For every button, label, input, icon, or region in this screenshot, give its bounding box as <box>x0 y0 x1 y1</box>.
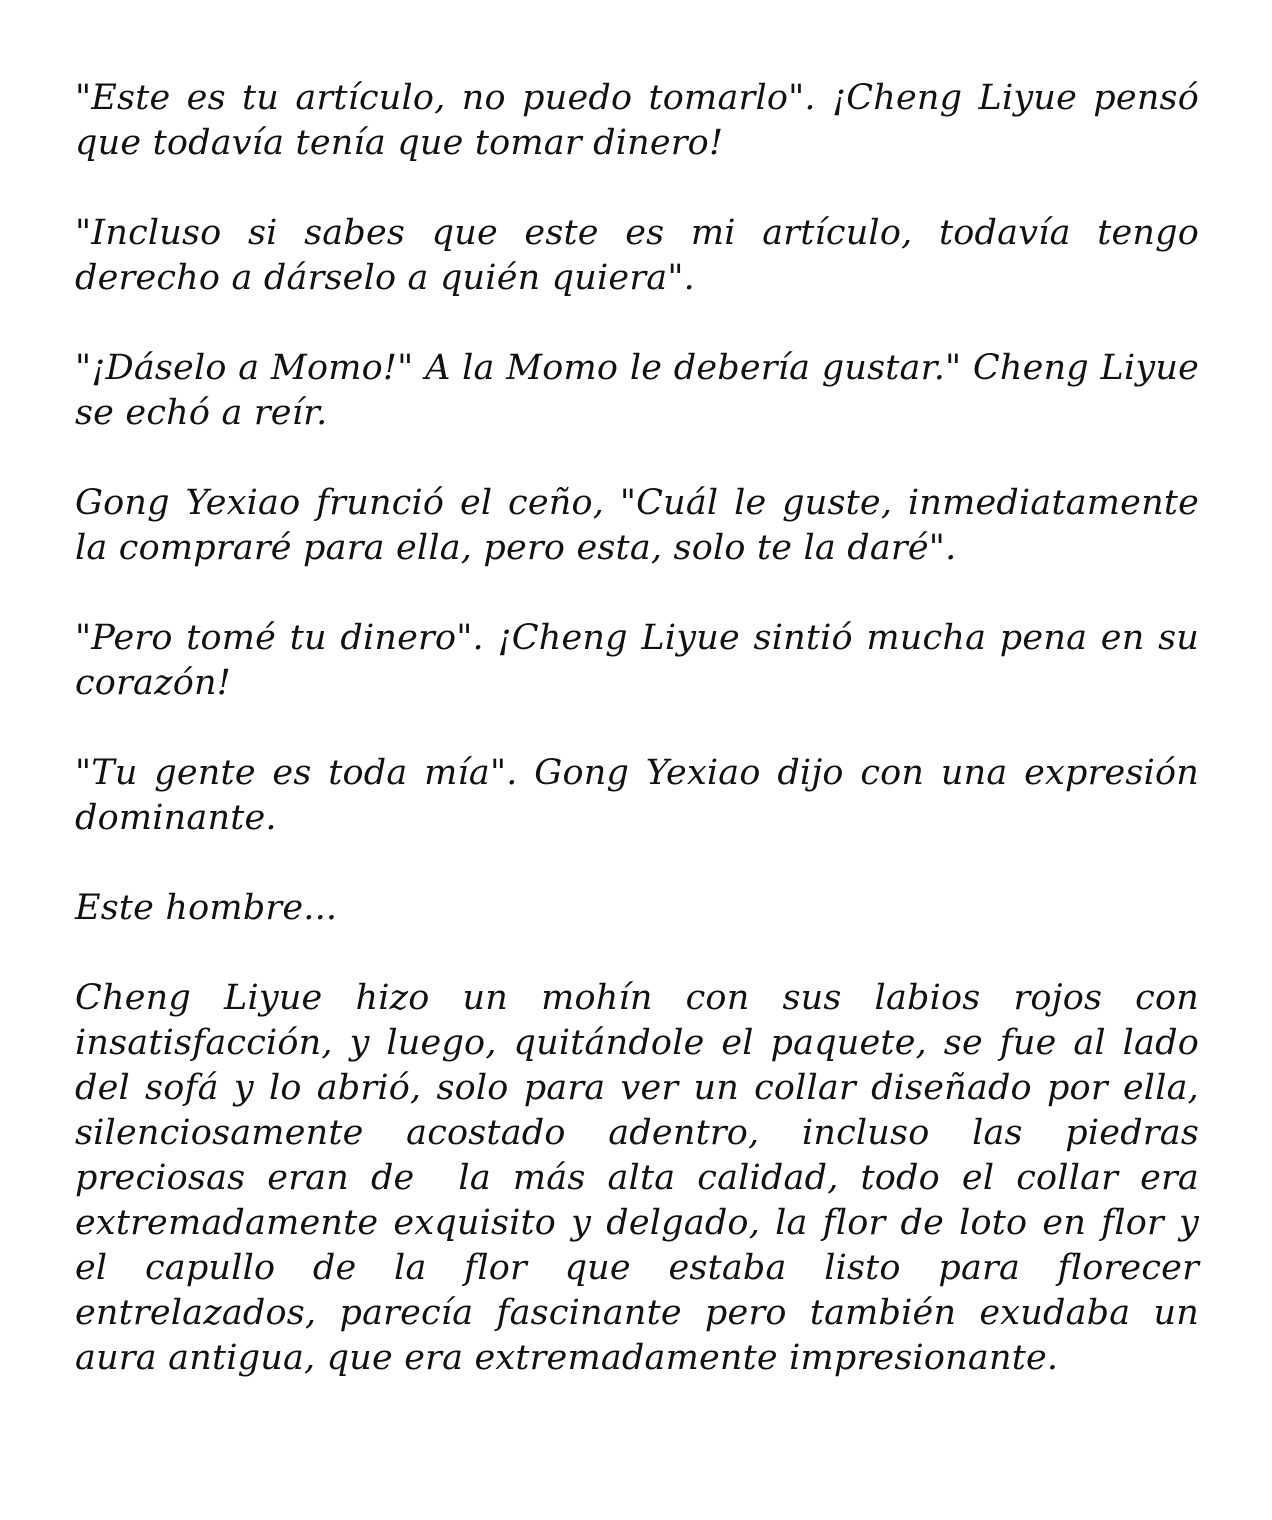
paragraph-7: Este hombre... <box>75 888 338 928</box>
document-body <box>75 76 1211 1381</box>
paragraph-2: "Incluso si sabes que este es mi artículo, todavía tengo derecho a dárselo a quién quiera". <box>75 213 1211 298</box>
paragraph-6: "Tu gente es toda mía". Gong Yexiao dijo con una expresión dominante. <box>75 753 1211 838</box>
paragraph-8: Cheng Liyue hizo un mohín con sus labios rojos con insatisfacción, y luego, quitándole el paquete, se fue al lado del sofá y lo abrió, solo para ver un collar diseñado por ella, silenciosamente acostado adentro, incluso las piedras preciosas eran de la más alta calidad, todo el collar era extremadamente exquisito y delgado, la flor de loto en flor y el capullo de la flor que estaba listo para florecer entrelazados, parecía fascinante pero también exudaba un aura antigua, que era extremadamente impresionante. <box>75 978 1211 1378</box>
paragraph-4: Gong Yexiao frunció el ceño, "Cuál le guste, inmediatamente la compraré para ella, pero esta, solo te la daré". <box>75 483 1211 568</box>
paragraph-5: "Pero tomé tu dinero". ¡Cheng Liyue sintió mucha pena en su corazón! <box>75 618 1211 703</box>
paragraph-3: "¡Dáselo a Momo!" A la Momo le debería gustar." Cheng Liyue se echó a reír. <box>75 348 1211 433</box>
paragraph-1: "Este es tu artículo, no puedo tomarlo". ¡Cheng Liyue pensó que todavía tenía que tomar dinero! <box>75 78 1211 163</box>
